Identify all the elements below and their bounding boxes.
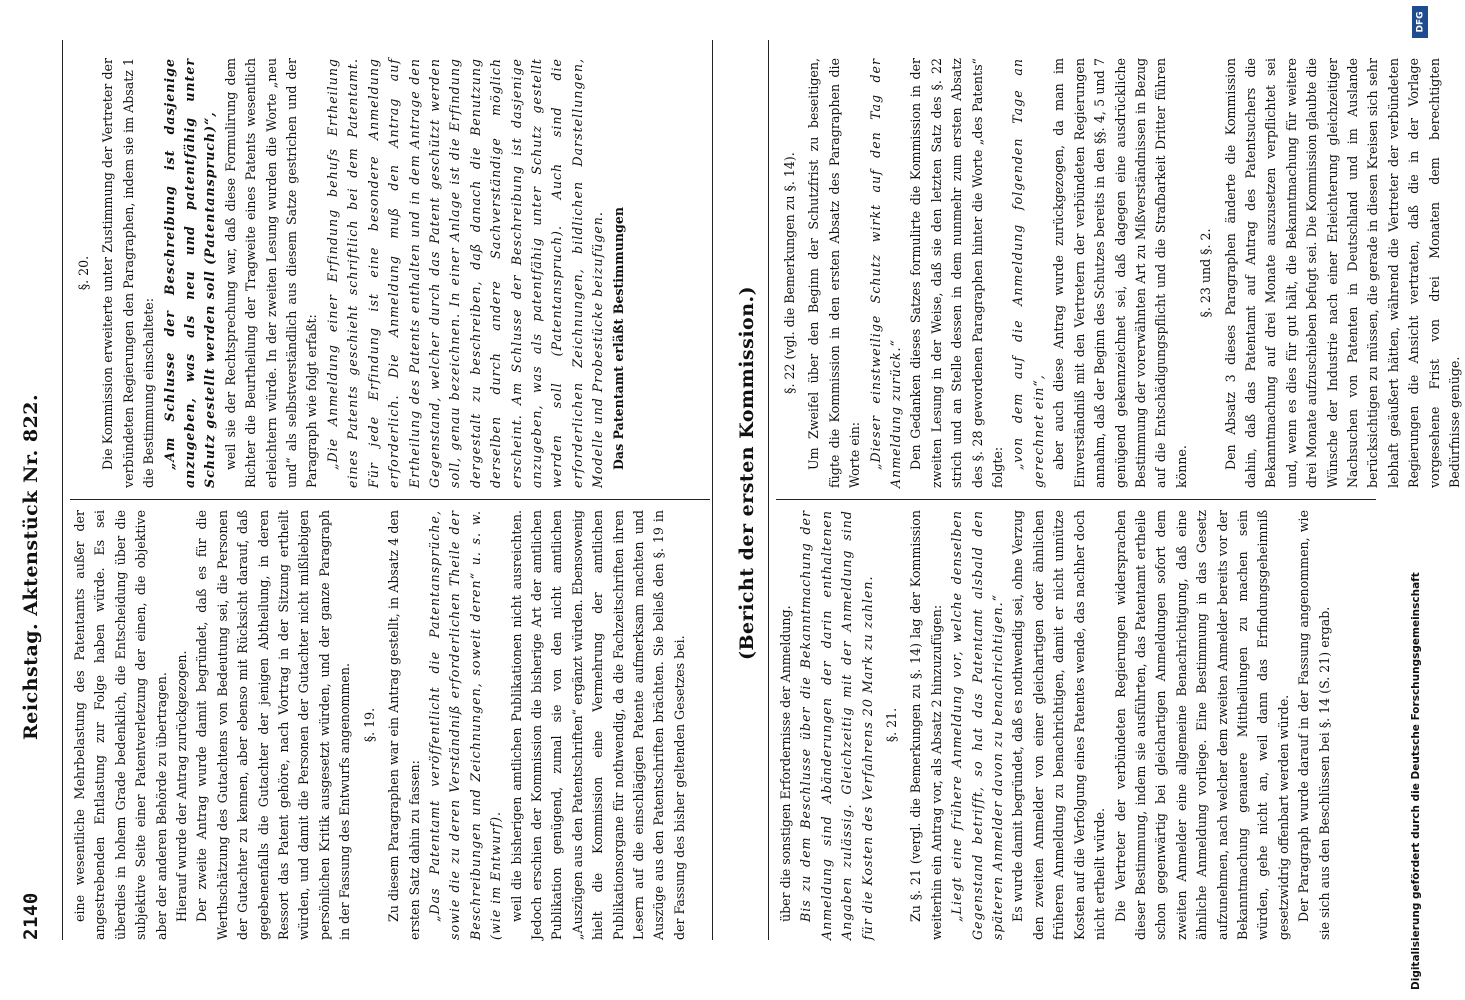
left-column-1 [70,510,710,940]
paragraph: weil die bisherigen amtlichen Publikationen nicht ausreichten. Jedoch erschien der Kommission die bisherige Art der amtlichen Publikation genügend, zumal sie von den nicht amtlichen „Auszügen aus den Patentschriften“ ergänzt würden. Ebensowenig hielt die Kommission eine Vermehrung der amtlichen Publikationsorgane für nothwendig, da die Fachzeitschriften ihren Lesern auf die einschlägigen Patente aufmerksam machten und Auszüge aus den Patentschriften brächten. Sie beließ den §. 19 in der Fassung des bisher geltenden Gesetzes bei. [508,510,687,940]
left-header-rule [62,40,63,940]
right-column-divider [776,499,1376,500]
paragraph: Der Paragraph wurde darauf in der Fassung angenommen, wie sie sich aus den Beschlüssen bei §. 14 (S. 21) ergab. [1296,510,1332,940]
right-column-2 [776,58,1462,488]
paragraph: Es wurde damit begründet, daß es nothwendig sei, ohne Verzug den zweiten Anmelder von einer gleichartigen oder ähnlichen früheren Anmeldung zu benachrichtigen, damit er nicht unnütze Kosten auf die Verfolgung eines Patentes wende, das nachher doch nicht ertheilt würde. [1010,510,1108,940]
quote: „von dem auf die Anmeldung folgenden Tage an gerechnet ein“, [1010,58,1046,488]
quote: „Am Schlusse der Beschreibung ist dasjenige anzugeben, was als neu und patentfähig unter Schutz gestellt werden soll (Patentanspruch)“, [161,58,218,488]
paragraph: Zu §. 21 (vergl. die Bemerkungen zu §. 14) lag der Kommission weiterhin ein Antrag vor, als Absatz 2 hinzuzufügen: [908,510,944,940]
left-page-header [0,0,60,1000]
quote: „Die Anmeldung einer Erfindung behufs Ertheilung eines Patents geschieht schriftlich bei dem Patentamt. Für jede Erfindung ist eine besondere Anmeldung erforderlich. Die Anmeldung muß den Antrag auf Ertheilung des Patents enthalten und in dem Antrage den Gegenstand, welcher durch das Patent geschützt werden soll, genau bezeichnen. In einer Anlage ist die Erfindung dergestalt zu beschreiben, daß danach die Benutzung derselben durch andere Sachverständige möglich erscheint. Am Schlusse der Beschreibung ist dasjenige anzugeben, was als patentfähig unter Schutz gestellt werden soll (Patentanspruch). Auch sind die erforderlichen Zeichnungen, bildlichen Darstellungen, Modelle und Probestücke beizufügen. [324,58,606,488]
left-page-title: Reichstag. Aktenstück Nr. 822. [20,393,42,740]
digitization-credit [1406,0,1430,1000]
quote: „Dieser einstweilige Schutz wirkt auf den Tag der Anmeldung zurück.“ [867,58,904,488]
paragraph: Den Gedanken dieses Satzes formulirte die Kommission in der zweiten Lesung in der Weise, daß sie den letzten Satz des §. 22 strich und an Stelle dessen in dem nunmehr zum ersten Absatz des §. 28 gewordenen Paragraphen hinter die Worte „des Patents“ folgte: [908,58,1006,488]
paragraph: weil sie der Rechtsprechung war, daß diese Formulirung dem Richter die Beurtheilung der Tragweite eines Patents wesentlich erleichtern würde. In der zweiten Lesung wurden die Worte „neu und“ als selbstverständlich aus diesem Satze gestrichen und der Paragraph wie folgt erfaßt: [222,58,320,488]
section-heading: §. 20. [76,255,91,291]
quote: „Das Patentamt veröffentlicht die Patentansprüche, sowie die zu deren Verständniß erforderlichen Theile der Beschreibungen und Zeichnungen, soweit deren“ u. s. w. (wie im Entwurf). [426,510,504,940]
quote: „Liegt eine frühere Anmeldung vor, welche denselben Gegenstand betrifft, so hat das Patentamt alsbald den späteren Anmelder davon zu benachrichtigen.“ [949,510,1006,940]
paragraph: Um Zweifel über den Beginn der Schutzfrist zu beseitigen, fügte die Kommission in den ersten Absatz des Paragraphen die Worte ein: [806,58,863,488]
section-heading: §. 21. [884,707,900,743]
paragraph: eine wesentliche Mehrbelastung des Patentamts außer der angestrebenden Entlastung zur Folge haben würde. Es sei überdies in hohem Grade bedenklich, die Entscheidung über die subjektive Seite einer Patentverletzung der einen, die objektive aber der anderen Behörde zu übertragen. [72,510,169,940]
paragraph: Die Kommission erweiterte unter Zustimmung der Vertreter der verbündeten Regierungen den Paragraphen, indem sie im Absatz 1 die Bestimmung einschaltete: [100,58,157,488]
paragraph: aber auch diese Antrag wurde zurückgezogen, da man im Einverständniß mit den Vertretern der verbündeten Regierungen annahm, daß der Beginn des Schutzes bereits in den §§. 4, 5 und 7 genügend gekennzeichnet sei, daß dagegen eine ausdrückliche Bestimmung der vorerwähnten Art zu Mißverständnissen in Bezug auf die Entschädigungspflicht und die Strafbarkeit Dritter führen könne. [1051,58,1189,488]
dfg-logo [1412,6,1428,38]
right-page-header [716,0,776,1000]
right-column-1 [776,510,1376,940]
paragraph: Den Absatz 3 dieses Paragraphen änderte die Kommission dahin, daß das Patentamt auf Antrag des Patentsuchers die Bekanntmachung auf drei Monate auszusetzen verpflichtet sei und, wenn es dies für gut hält, die Bekanntmachung für weitere drei Monate aufzuschieben befugt sei. Die Kommission glaubte die Wünsche der Industrie nach einer Erleichterung gleichzeitiger Nachsuchen von Patenten in Deutschland und im Auslande berücksichtigen zu müssen, die gerade in diesen Kreisen sich sehr lebhaft geäußert hätten, während die Vertreter der verbündeten Regierungen die Ansicht vertraten, daß die in der Vorlage vorgesehene Frist von drei Monaten dem berechtigten Bedürfnisse genüge. [1222,58,1462,488]
paragraph: Der zweite Antrag wurde damit begründet, daß es für die Werthschätzung des Gutachtens von Bedeutung sei, die Personen der Gutachter zu kennen, aber ebenso mit Rücksicht darauf, daß gegebenenfalls die Gutachter der jenigen Abtheilung, in deren Ressort das Patent gehöre, nach Vortrag in der Sitzung ertheilt würden, und damit die Personen der Gutachter nicht mißliebigen persönlichen Kritik ausgesetzt würden, und der ganze Paragraph in der Fassung des Entwurfs angenommen. [194,510,353,940]
left-column-2 [70,58,710,488]
paragraph: Zu diesem Paragraphen war ein Antrag gestellt, in Absatz 4 den ersten Satz dahin zu fassen: [386,510,422,940]
section-heading: §. 23 und §. 2. [1198,228,1214,318]
right-page-title: (Bericht der ersten Kommission.) [736,285,758,660]
right-header-rule [768,40,769,940]
paragraph: Bis zu dem Beschlusse über die Bekanntmachung der Anmeldung sind Abänderungen der darin enthaltenen Angaben zulässig. Gleichzeitig mit der Anmeldung sind für die Kosten des Verfahrens 20 Mark zu zahlen. [798,510,875,940]
page-split-rule [712,40,713,940]
logo-text: DFG [1415,11,1426,33]
paragraph: über die sonstigen Erfordernisse der Anmeldung. [778,605,793,922]
section-heading: §. 19. [361,707,377,743]
paragraph: Hierauf wurde der Antrag zurückgezogen. [174,650,190,922]
page-number: 2140 [20,892,42,940]
section-heading: §. 22 (vgl. die Bemerkungen zu §. 14). [782,152,797,394]
credit-text: Digitalisierung gefördert durch die Deutsche Forschungsgemeinschaft [1410,572,1422,990]
paragraph: Die Vertreter der verbündeten Regierungen widersprachen dieser Bestimmung, indem sie ausführten, das Patentamt ertheile schon gegenwärtig bei gleichartigen Anmeldungen sofort dem zweiten Anmelder eine allgemeine Benachrichtigung, daß eine ähnliche Anmeldung vorliege. Eine Bestimmung in das Gesetz aufzunehmen, nach welcher dem zweiten Anmelder bereits vor der Bekanntmachung genauere Mittheilungen zu machen sein würden, gehe nicht an, weil dann das Erfindungsgeheimniß gesetzwidrig offenbart werden würde. [1112,510,1291,940]
paragraph: Das Patentamt erläßt Bestimmungen [610,207,626,470]
left-column-divider [70,499,710,500]
